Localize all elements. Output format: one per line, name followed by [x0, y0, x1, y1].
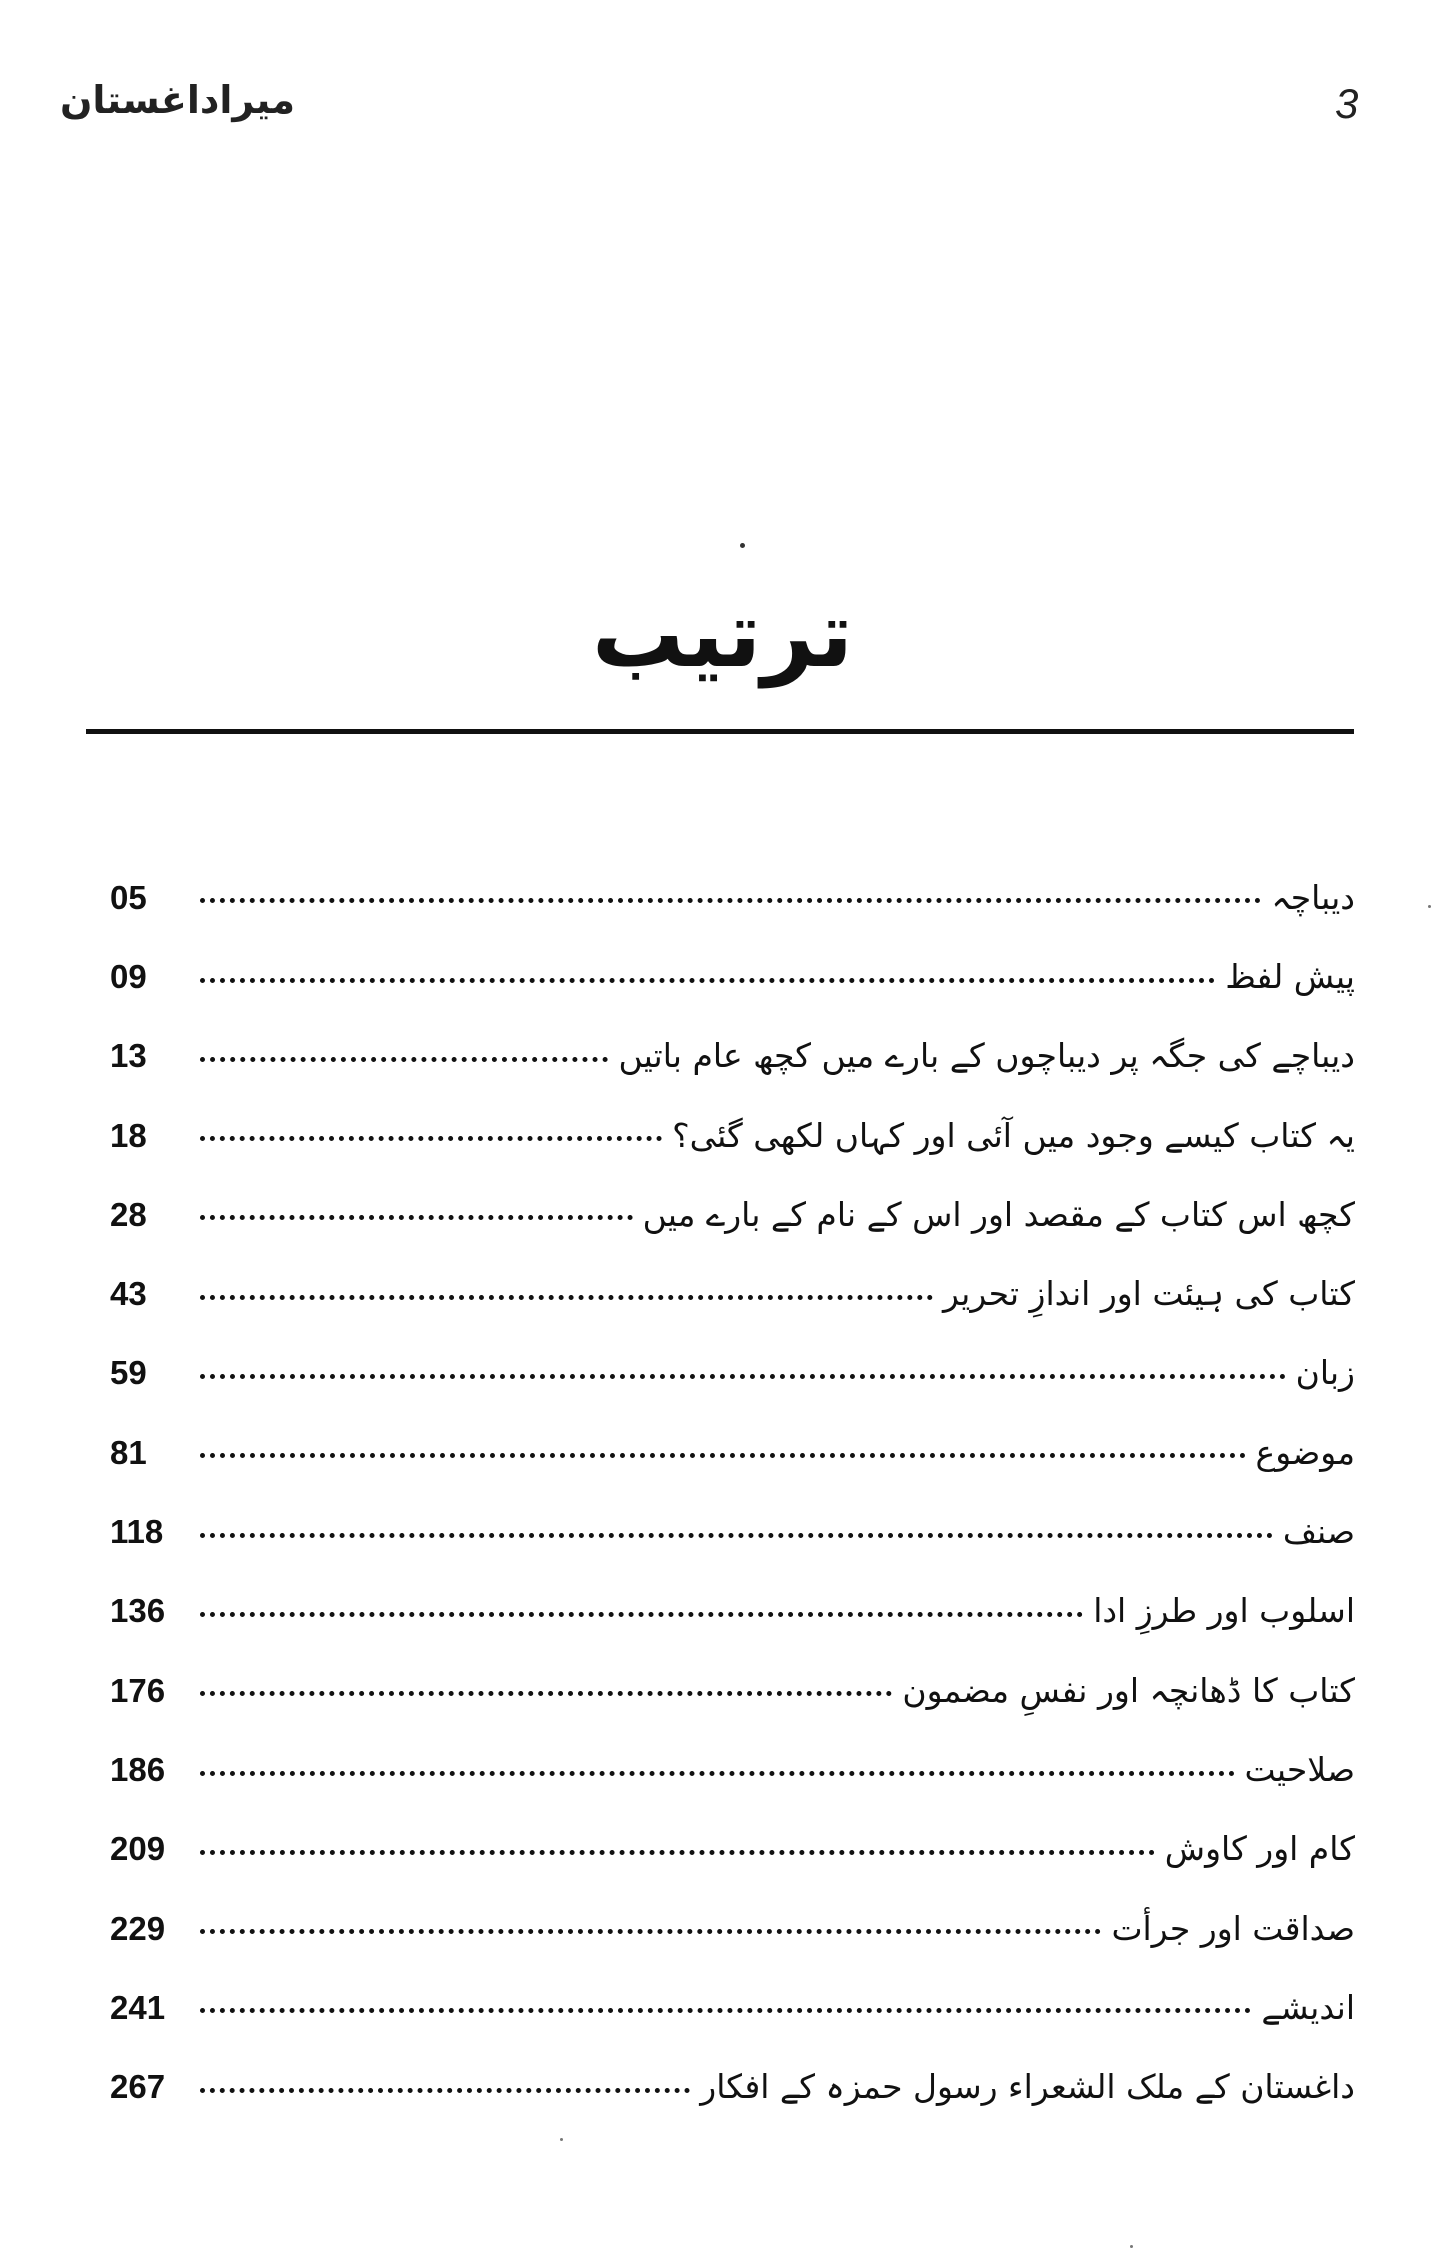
toc-entry	[110, 1710, 1355, 1789]
toc-entry	[110, 1234, 1355, 1313]
book-title: میراداغستان	[60, 78, 296, 122]
toc-title: ترتیب	[591, 581, 854, 688]
dot-leader	[200, 1374, 1286, 1379]
toc-entry-page: 13	[110, 1037, 147, 1075]
toc-entry-page: 229	[110, 1909, 166, 1947]
dot-leader	[200, 1136, 662, 1141]
toc-entry	[110, 1790, 1355, 1869]
toc-entry-page: 05	[110, 878, 147, 916]
toc-list	[110, 838, 1355, 2107]
toc-entry-title: داغستان کے ملک الشعراء رسول حمزہ کے افکار	[700, 2067, 1355, 2107]
toc-entry-page: 28	[110, 1195, 147, 1233]
toc-entry-title: یہ کتاب کیسے وجود میں آئی اور کہاں لکھی گئی؟	[672, 1115, 1355, 1155]
toc-entry	[110, 1314, 1355, 1393]
scan-speck	[560, 2138, 563, 2141]
toc-entry	[110, 1631, 1355, 1710]
toc-entry-title: کتاب کا ڈھانچہ اور نفسِ مضمون	[902, 1670, 1355, 1710]
toc-entry-title: کام اور کاوش	[1164, 1829, 1355, 1869]
toc-entry-title: صداقت اور جرأت	[1111, 1908, 1355, 1948]
dot-leader	[200, 1771, 1235, 1776]
dot-leader	[200, 1295, 933, 1300]
page-number: 3	[1335, 80, 1359, 127]
toc-entry	[110, 997, 1355, 1076]
toc-entry-title: کچھ اس کتاب کے مقصد اور اس کے نام کے بارے میں	[642, 1194, 1355, 1234]
dot-leader	[200, 1215, 633, 1220]
toc-entry-page: 43	[110, 1275, 147, 1313]
toc-entry-title: موضوع	[1255, 1432, 1355, 1472]
dot-leader	[200, 1691, 892, 1696]
dot-leader	[200, 898, 1261, 903]
toc-entry	[110, 1552, 1355, 1631]
toc-entry-title: پیش لفظ	[1225, 957, 1355, 996]
toc-entry-title: دیباچہ	[1271, 877, 1355, 917]
toc-entry-page: 118	[110, 1513, 164, 1551]
dot-leader	[200, 1929, 1101, 1934]
toc-entry-page: 18	[110, 1116, 147, 1154]
dot-leader	[200, 2088, 690, 2093]
toc-entry	[110, 1869, 1355, 1948]
toc-entry	[110, 838, 1355, 917]
dot-leader	[200, 1850, 1155, 1855]
toc-entry-page: 176	[110, 1671, 166, 1709]
toc-entry	[110, 1155, 1355, 1234]
toc-entry-title: زبان	[1295, 1353, 1355, 1393]
toc-entry-page: 59	[110, 1354, 147, 1392]
toc-entry-page: 241	[110, 1988, 166, 2026]
toc-entry	[110, 1393, 1355, 1472]
toc-entry-title: دیباچے کی جگہ پر دیباچوں کے بارے میں کچھ عام باتیں	[618, 1036, 1355, 1076]
dot-leader	[200, 1453, 1246, 1458]
scan-speck	[1130, 2245, 1133, 2248]
toc-entry-title: اسلوب اور طرزِ ادا	[1093, 1591, 1355, 1631]
toc-entry	[110, 1472, 1355, 1551]
toc-entry	[110, 1948, 1355, 2027]
dot-leader	[200, 1057, 608, 1062]
toc-entry	[110, 1076, 1355, 1155]
toc-entry	[110, 2027, 1355, 2106]
heading-ornament-dot	[740, 543, 745, 548]
dot-leader	[200, 2008, 1251, 2013]
scan-speck	[1428, 905, 1431, 908]
toc-entry-page: 81	[110, 1433, 147, 1471]
toc-entry-page: 267	[110, 2068, 166, 2106]
dot-leader	[200, 978, 1215, 983]
toc-entry-title: صلاحیت	[1244, 1749, 1355, 1789]
running-header	[60, 70, 1380, 130]
toc-entry-page: 09	[110, 958, 147, 995]
toc-entry-title: کتاب کی ہیئت اور اندازِ تحریر	[942, 1274, 1355, 1314]
title-rule	[86, 729, 1354, 734]
dot-leader	[200, 1533, 1273, 1538]
dot-leader	[200, 1612, 1083, 1617]
toc-entry-title: صنف	[1282, 1512, 1355, 1552]
toc-entry-page: 136	[110, 1592, 166, 1630]
toc-entry-page: 186	[110, 1750, 166, 1788]
toc-entry-title: اندیشے	[1261, 1987, 1355, 2027]
toc-entry-page: 209	[110, 1830, 166, 1868]
toc-entry	[110, 917, 1355, 996]
